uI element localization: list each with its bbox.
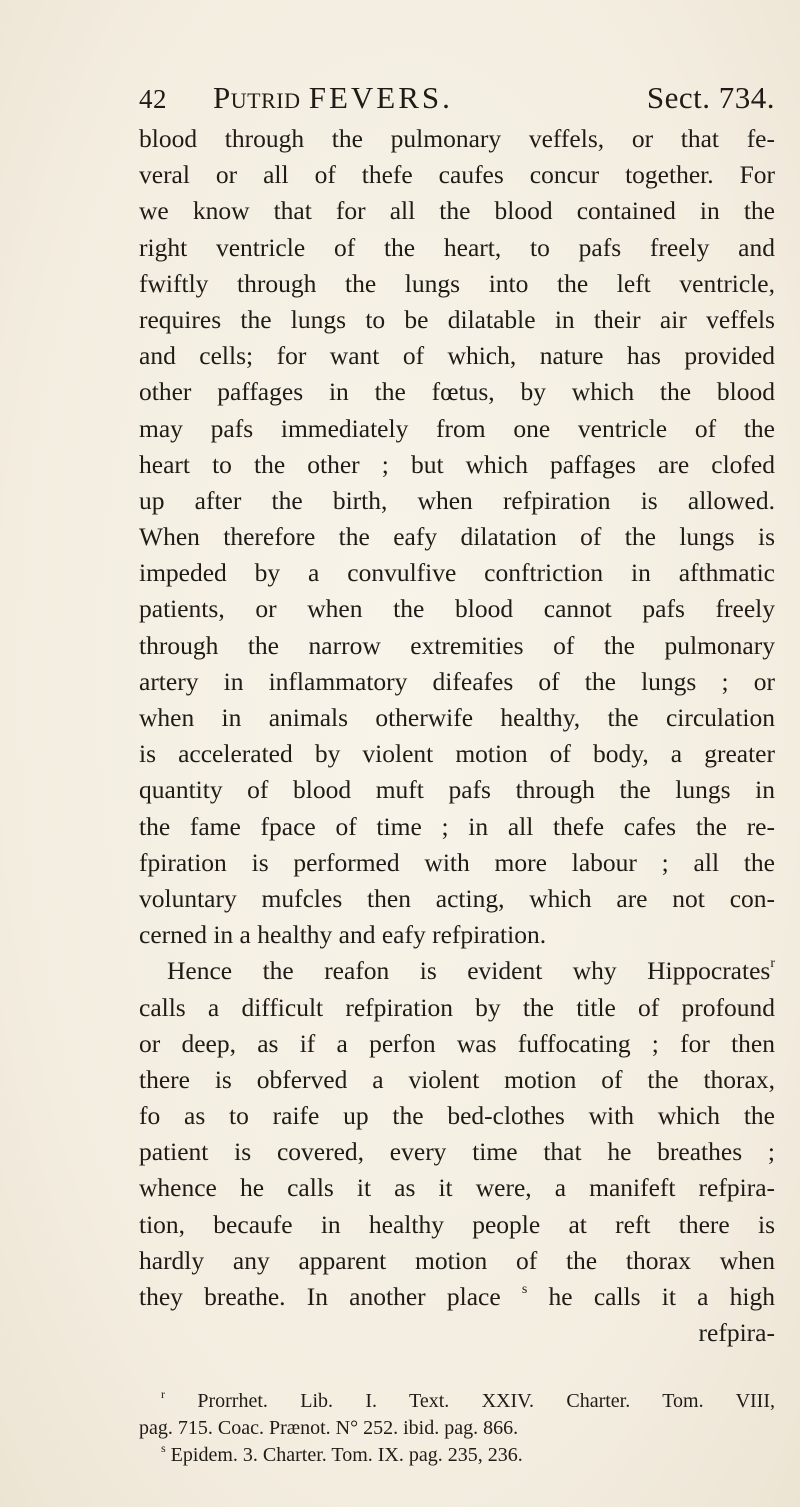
footnote-marker-s: s bbox=[521, 1282, 528, 1297]
text-line: veral or all of thefe caufes concur together. For bbox=[139, 160, 775, 190]
text-line: blood through the pulmonary veffels, or that fe- bbox=[139, 124, 775, 153]
text-line: tion, becaufe in healthy people at reft there is bbox=[139, 1209, 775, 1239]
footnote-r-text: Prorrhet. Lib. I. Text. XXIV. Charter. Tom. VIII, bbox=[197, 1390, 775, 1412]
footnote-r-mark: r bbox=[161, 1387, 165, 1401]
footnote-r-continued: pag. 715. Coac. Prænot. N° 252. ibid. pag. 866. bbox=[139, 1417, 519, 1439]
section-number: Sect. 734. bbox=[646, 80, 775, 115]
text-line: and cells; for want of which, nature has provided bbox=[139, 341, 775, 371]
footnote-r bbox=[139, 1388, 775, 1415]
text-line: when in animals otherwife healthy, the circulation bbox=[139, 703, 775, 732]
text-line bbox=[139, 953, 775, 989]
text-line: may pafs immediately from one ventricle of the bbox=[139, 413, 775, 443]
text-line: up after the birth, when refpiration is allowed. bbox=[139, 485, 775, 515]
text-line: patient is covered, every time that he breathes ; bbox=[139, 1137, 775, 1167]
footnote-marker-r: r bbox=[770, 956, 775, 972]
footnotes bbox=[139, 1388, 775, 1469]
text-span: he calls it a high bbox=[548, 1282, 776, 1311]
text-line: fpiration is performed with more labour ; all the bbox=[139, 847, 775, 877]
text-line: we know that for all the blood contained in the bbox=[139, 196, 775, 226]
text-line: requires the lungs to be dilatable in their air veffels bbox=[139, 304, 775, 334]
text-line bbox=[139, 1279, 775, 1315]
text-line: voluntary mufcles then acting, which are not con- bbox=[139, 883, 775, 913]
text-line: fwiftly through the lungs into the left ventricle, bbox=[139, 268, 775, 298]
text-span: they breathe. In another place bbox=[139, 1282, 501, 1311]
running-title bbox=[213, 80, 453, 116]
text-line: right ventricle of the heart, to pafs freely and bbox=[139, 232, 775, 262]
running-title-fevers: FEVERS. bbox=[308, 80, 453, 115]
text-line: through the narrow extremities of the pulmonary bbox=[139, 630, 775, 660]
text-line: whence he calls it as it were, a manifeft refpira- bbox=[139, 1173, 775, 1203]
text-span: Hence the reafon is evident why Hippocrates bbox=[167, 956, 771, 986]
text-line: is accelerated by violent motion of body, a greater bbox=[139, 739, 775, 769]
footnote-s-mark: s bbox=[161, 1441, 166, 1455]
text-line: impeded by a convulfive conftriction in afthmatic bbox=[139, 558, 775, 588]
body-text bbox=[139, 121, 775, 1351]
text-line: calls a difficult refpiration by the title of profound bbox=[139, 992, 775, 1022]
catchword: refpira- bbox=[698, 1318, 775, 1348]
footnote-s bbox=[139, 1442, 775, 1469]
text-line: When therefore the eafy dilatation of the lungs is bbox=[139, 522, 775, 552]
page-number: 42 bbox=[139, 84, 167, 114]
text-line: fo as to raife up the bed-clothes with which the bbox=[139, 1101, 775, 1131]
text-line: the fame fpace of time ; in all thefe cafes the re- bbox=[139, 811, 775, 841]
text-line: other paffages in the fœtus, by which the blood bbox=[139, 377, 775, 407]
text-line: or deep, as if a perfon was fuffocating ; for then bbox=[139, 1028, 775, 1058]
text-line: patients, or when the blood cannot pafs freely bbox=[139, 594, 775, 624]
text-line: hardly any apparent motion of the thorax when bbox=[139, 1245, 775, 1275]
running-title-putrid: Putrid bbox=[213, 80, 301, 115]
text-line: quantity of blood muft pafs through the lungs in bbox=[139, 775, 775, 805]
text-line: cerned in a healthy and eafy refpiration. bbox=[139, 920, 547, 950]
text-line: there is obferved a violent motion of the thorax, bbox=[139, 1064, 775, 1094]
footnote-s-text: Epidem. 3. Charter. Tom. IX. pag. 235, 236. bbox=[170, 1444, 523, 1466]
text-line: artery in inflammatory difeafes of the lungs ; or bbox=[139, 666, 775, 696]
text-line: heart to the other ; but which paffages are clofed bbox=[139, 449, 775, 479]
